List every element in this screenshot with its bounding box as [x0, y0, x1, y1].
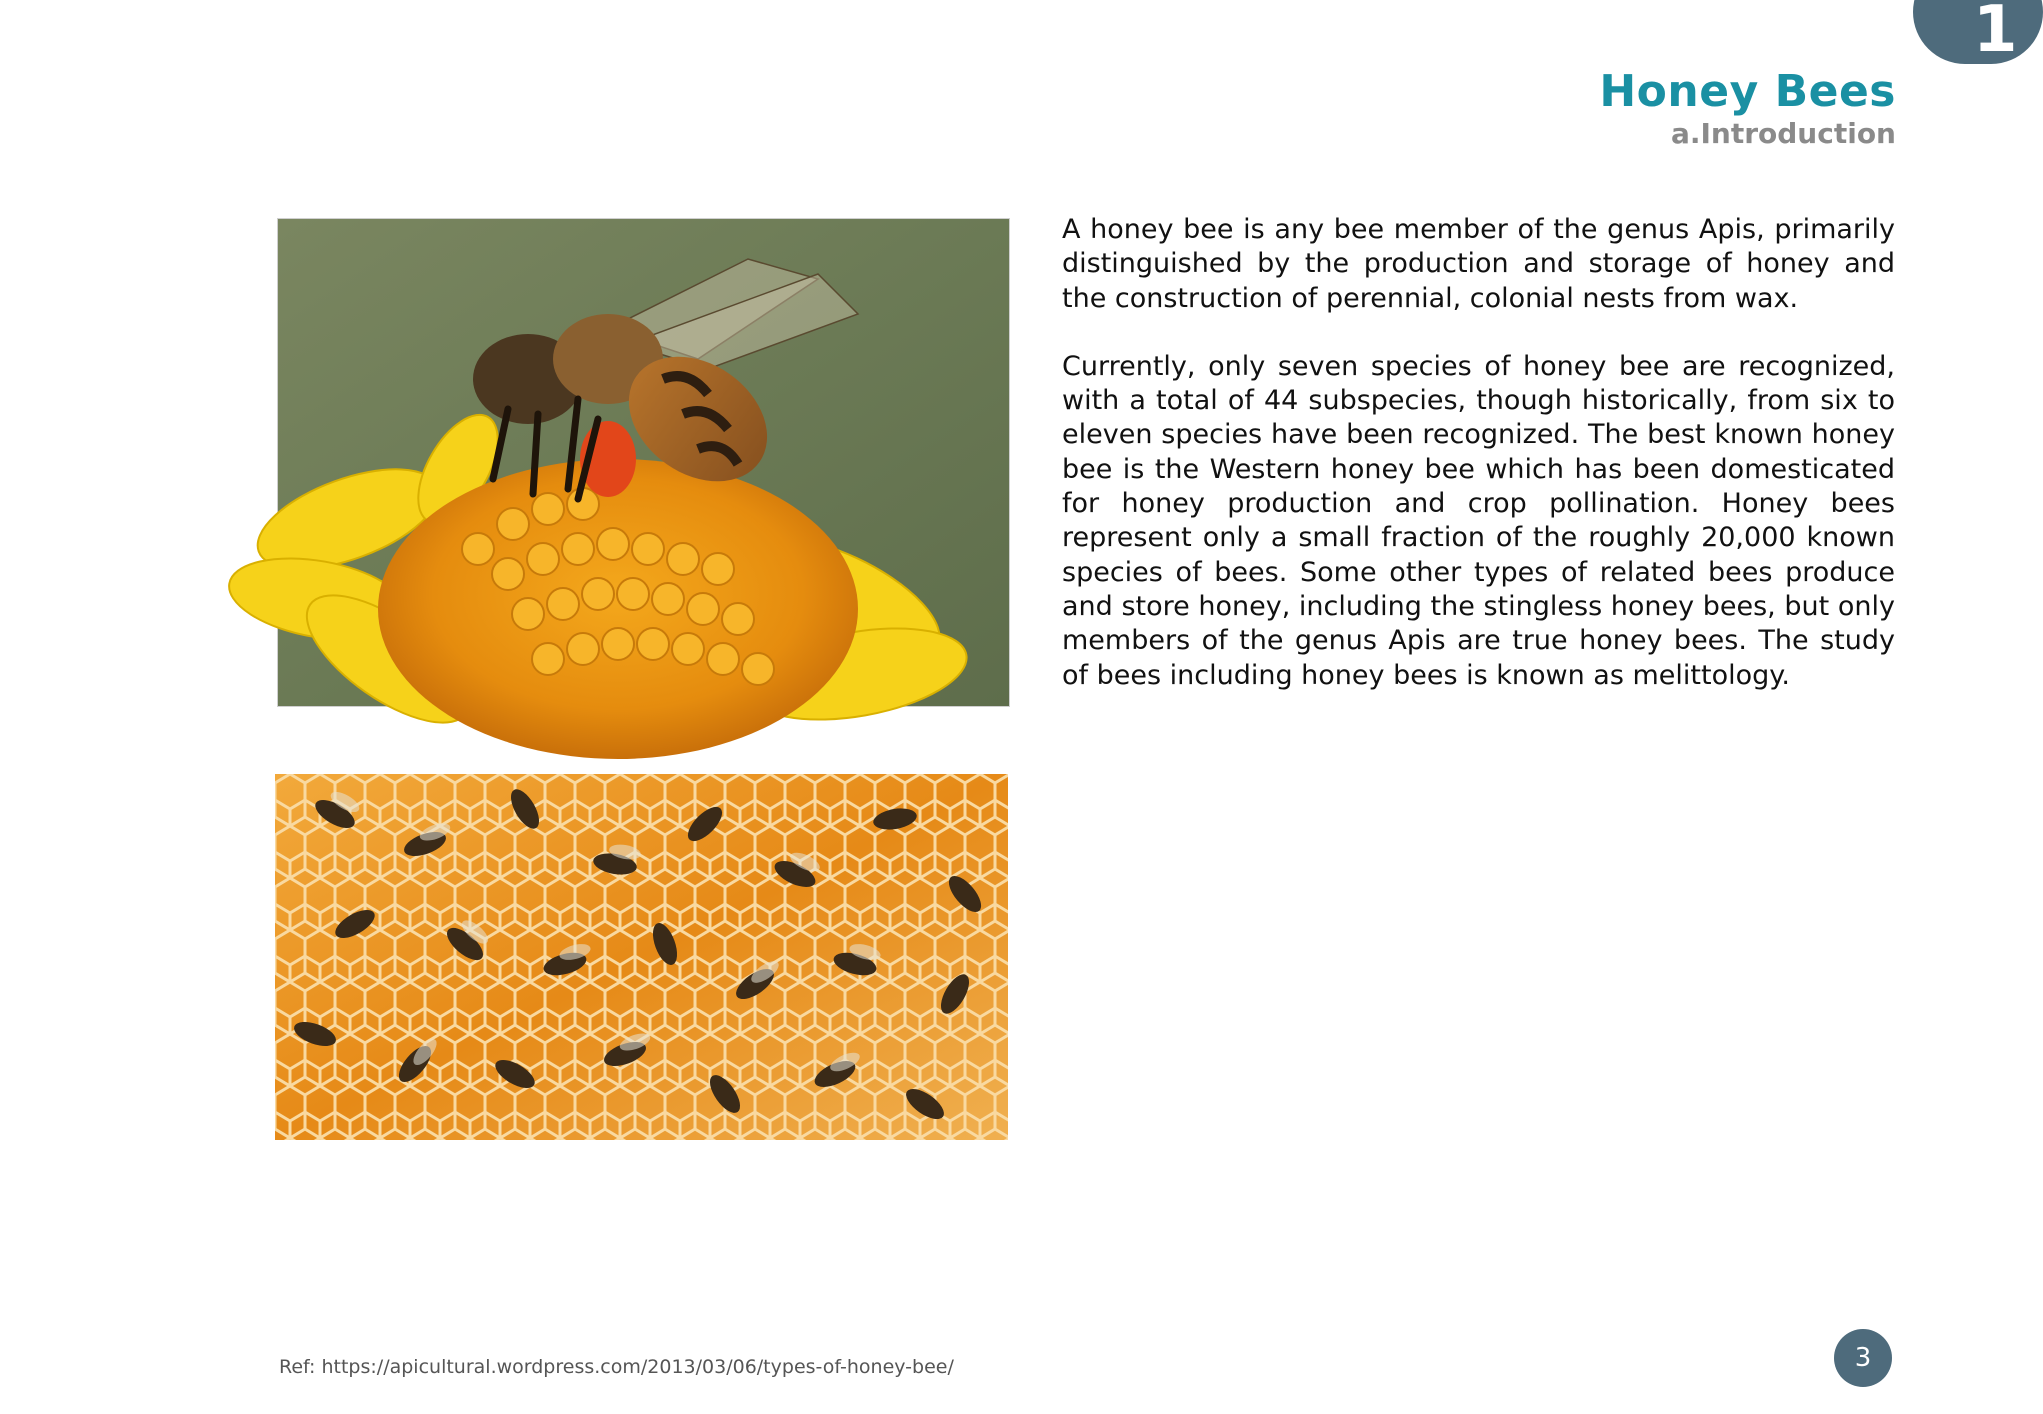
honeycomb-photo: [275, 774, 1008, 1140]
page-heading: [1599, 66, 1896, 150]
reference-citation: Ref: https://apicultural.wordpress.com/2013/03/06/types-of-honey-bee/: [279, 1356, 954, 1378]
page-subtitle: a.Introduction: [1670, 117, 1896, 150]
page-title: Honey Bees: [1599, 66, 1896, 117]
intro-paragraph-1: A honey bee is any bee member of the genus Apis, primarily distinguished by the production and storage of honey and the construction of perennial, colonial nests from wax.: [1062, 214, 1895, 314]
intro-text: [1062, 213, 1895, 727]
honeycomb-image: [275, 774, 1008, 1140]
bee-on-flower-image: [278, 219, 1009, 706]
bee-on-flower-photo: [277, 218, 1010, 707]
page-number-badge: 3: [1834, 1329, 1892, 1387]
intro-paragraph-2: Currently, only seven species of honey bee are recognized, with a total of 44 subspecies, though historically, from six to eleven species have been recognized. The best known honey bee is the Western honey bee which has been domesticated for honey production and crop pollination. Honey bees represent only a small fraction of the roughly 20,000 known species of bees. Some other types of related bees produce and store honey, including the stingless honey bees, but only members of the genus Apis are true honey bees. The study of bees including honey bees is known as melittology.: [1062, 350, 1895, 691]
chapter-number: 1: [1973, 0, 2018, 67]
chapter-tab: [1913, 0, 2043, 67]
